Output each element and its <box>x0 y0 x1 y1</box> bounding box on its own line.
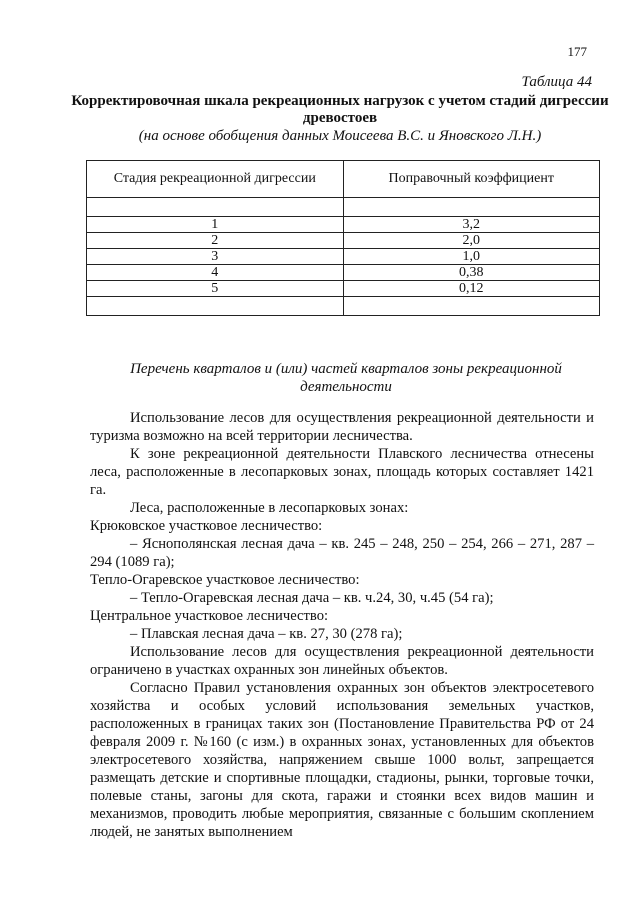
section-heading: Перечень кварталов и (или) частей кварталов зоны рекреационной деятельности <box>130 361 562 395</box>
paragraph: Согласно Правил установления охранных зон объектов электросетевого хозяйства и особых условий использования земельных участков, расположенных в границах таких зон (Постановление Правительства РФ от 24 февраля 2009 г. №160 (с изм.) в охранных зонах, установленных для объектов электросетевого хозяйства, напряжением свыше 1000 вольт, запрещается размещать детские и спортивные площадки, стадионы, рынки, торговые точки, полевые станы, загоны для скота, гаражи и стоянки всех видов машин и механизмов, проводить любые мероприятия, связанные с большим скоплением людей, не занятых выполнением <box>90 680 594 840</box>
table-subtitle: (на основе обобщения данных Моисеева В.С. и Яновского Л.Н.) <box>138 128 542 144</box>
paragraph: – Плавская лесная дача – кв. 27, 30 (278 га); <box>130 626 403 642</box>
stage-cell: 3 <box>87 249 344 265</box>
table-spacer-row <box>87 297 600 316</box>
coefficient-cell: 0,12 <box>343 281 600 297</box>
coefficient-cell: 0,38 <box>343 265 600 281</box>
table-title: Корректировочная шкала рекреационных нагрузок с учетом стадий дигрессии древостоев <box>71 93 609 126</box>
table-row <box>87 249 600 265</box>
table-spacer-row <box>87 198 600 217</box>
stage-cell: 4 <box>87 265 344 281</box>
paragraph: Центральное участковое лесничество: <box>90 608 329 624</box>
paragraph: – Яснополянская лесная дача – кв. 245 – 248, 250 – 254, 266 – 271, 287 – 294 (1089 га); <box>90 536 594 570</box>
coefficient-table <box>86 160 600 316</box>
coefficient-cell: 1,0 <box>343 249 600 265</box>
table-header-row <box>87 161 600 198</box>
coefficient-cell: 2,0 <box>343 233 600 249</box>
table-row <box>87 217 600 233</box>
table-label: Таблица 44 <box>521 74 592 90</box>
paragraph: Тепло-Огаревское участковое лесничество: <box>90 572 360 588</box>
stage-cell: 2 <box>87 233 344 249</box>
table-row <box>87 233 600 249</box>
table-row <box>87 281 600 297</box>
column-header-stage: Стадия рекреационной дигрессии <box>87 161 344 198</box>
body-text <box>90 409 594 841</box>
paragraph: Крюковское участковое лесничество: <box>90 518 323 534</box>
coefficient-cell: 3,2 <box>343 217 600 233</box>
stage-cell: 5 <box>87 281 344 297</box>
table-row <box>87 265 600 281</box>
paragraph: Леса, расположенные в лесопарковых зонах: <box>130 500 409 516</box>
page-number: 177 <box>567 44 587 59</box>
column-header-coefficient: Поправочный коэффициент <box>343 161 600 198</box>
paragraph: К зоне рекреационной деятельности Плавского лесничества отнесены леса, расположенные в лесопарковых зонах, площадь которых составляет 1421 га. <box>90 446 594 498</box>
paragraph: – Тепло-Огаревская лесная дача – кв. ч.24, 30, ч.45 (54 га); <box>130 590 494 606</box>
stage-cell: 1 <box>87 217 344 233</box>
paragraph: Использование лесов для осуществления рекреационной деятельности и туризма возможно на всей территории лесничества. <box>90 410 594 444</box>
paragraph: Использование лесов для осуществления рекреационной деятельности ограничено в участках охранных зон линейных объектов. <box>90 644 594 678</box>
